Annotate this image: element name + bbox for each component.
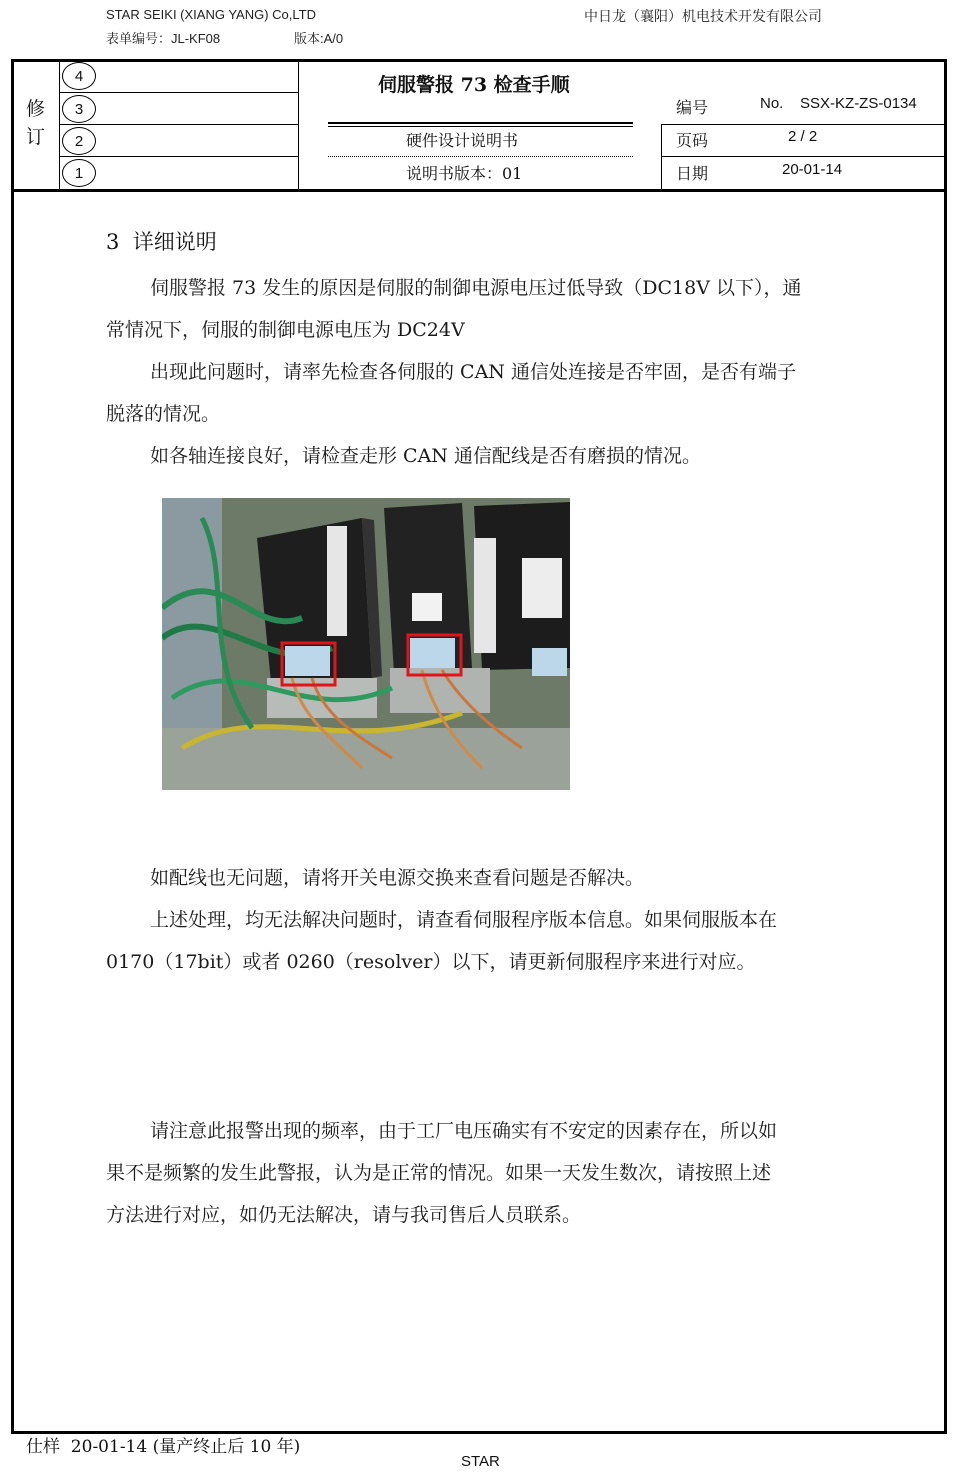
- paragraph-line: 果不是频繁的发生此警报，认为是正常的情况。如果一天发生数次，请按照上述: [106, 1162, 772, 1184]
- title-double-line: [328, 122, 633, 124]
- paragraph-line: 脱落的情况。: [106, 403, 221, 425]
- company-chinese-name: 中日龙（襄阳）机电技术开发有限公司: [584, 9, 822, 25]
- paragraph-check-can: [106, 351, 858, 435]
- title-block-bottom-line: [11, 189, 947, 192]
- info-row-line: [661, 124, 944, 125]
- document-number: No. SSX-KZ-ZS-0134: [760, 95, 917, 112]
- document-version: 说明书版本：01: [406, 164, 523, 183]
- paragraph-line: 常情况下，伺服的制御电源电压为 DC24V: [106, 319, 465, 341]
- retention-note: 仕样 20-01-14 (量产终止后 10 年): [26, 1437, 301, 1457]
- title-dotted-line: [328, 156, 633, 157]
- section-title: 3 详细说明: [106, 230, 217, 254]
- paragraph-line: 请注意此报警出现的频率，由于工厂电压确实有不安定的因素存在，所以如: [150, 1120, 778, 1142]
- paragraph-line: 如各轴连接良好，请检查走形 CAN 通信配线是否有磨损的情况。: [150, 445, 701, 467]
- number-label: 编号: [676, 98, 709, 117]
- paragraph-frequency: [106, 1110, 858, 1236]
- paragraph-line: 方法进行对应，如仍无法解决，请与我司售后人员联系。: [106, 1204, 582, 1226]
- paragraph-line: 如配线也无问题，请将开关电源交换来查看问题是否解决。: [150, 867, 645, 889]
- paragraph-line: 伺服警报 73 发生的原因是伺服的制御电源电压过低导致（DC18V 以下），通: [150, 277, 802, 299]
- paragraph-line: 0170（17bit）或者 0260（resolver）以下，请更新伺服程序来进行对应。: [106, 951, 756, 973]
- company-english-name: STAR SEIKI (XIANG YANG) Co,LTD: [106, 7, 316, 22]
- revision-number-4: 4: [62, 62, 96, 90]
- revision-number-3: 3: [62, 95, 96, 123]
- page-number: 2 / 2: [788, 128, 818, 145]
- revision-row-line: [59, 156, 298, 157]
- document-title: 伺服警报 73 检查手顺: [378, 74, 570, 96]
- revision-row-line: [59, 124, 298, 125]
- paragraph-swap-psu: [106, 857, 858, 899]
- servo-photo-illustration: [162, 498, 570, 790]
- paragraph-line: 出现此问题时，请率先检查各伺服的 CAN 通信处连接是否牢固，是否有端子: [150, 361, 796, 383]
- paragraph-line: 上述处理，均无法解决问题时，请查看伺服程序版本信息。如果伺服版本在: [150, 909, 778, 931]
- date-label: 日期: [676, 164, 709, 183]
- revision-divider: [59, 62, 60, 189]
- info-row-line: [661, 156, 944, 157]
- revision-row-line: [59, 92, 298, 93]
- paragraph-cause: [106, 267, 858, 351]
- footer-brand: STAR: [461, 1453, 500, 1470]
- form-version: 版本:A/0: [294, 31, 344, 46]
- document-type: 硬件设计说明书: [406, 131, 519, 150]
- form-number: 表单编号：JL-KF08: [106, 31, 221, 46]
- servo-connector-photo: [162, 498, 570, 790]
- paragraph-firmware: [106, 899, 858, 983]
- revision-number-2: 2: [62, 127, 96, 155]
- document-date: 20-01-14: [782, 161, 843, 178]
- paragraph-check-wiring: [106, 435, 858, 477]
- page-label: 页码: [676, 131, 709, 150]
- revision-label-bottom: 订: [26, 126, 46, 148]
- revision-label-top: 修: [26, 98, 46, 120]
- revision-number-1: 1: [62, 159, 96, 187]
- title-double-line: [328, 126, 633, 127]
- revision-right-divider: [298, 62, 299, 189]
